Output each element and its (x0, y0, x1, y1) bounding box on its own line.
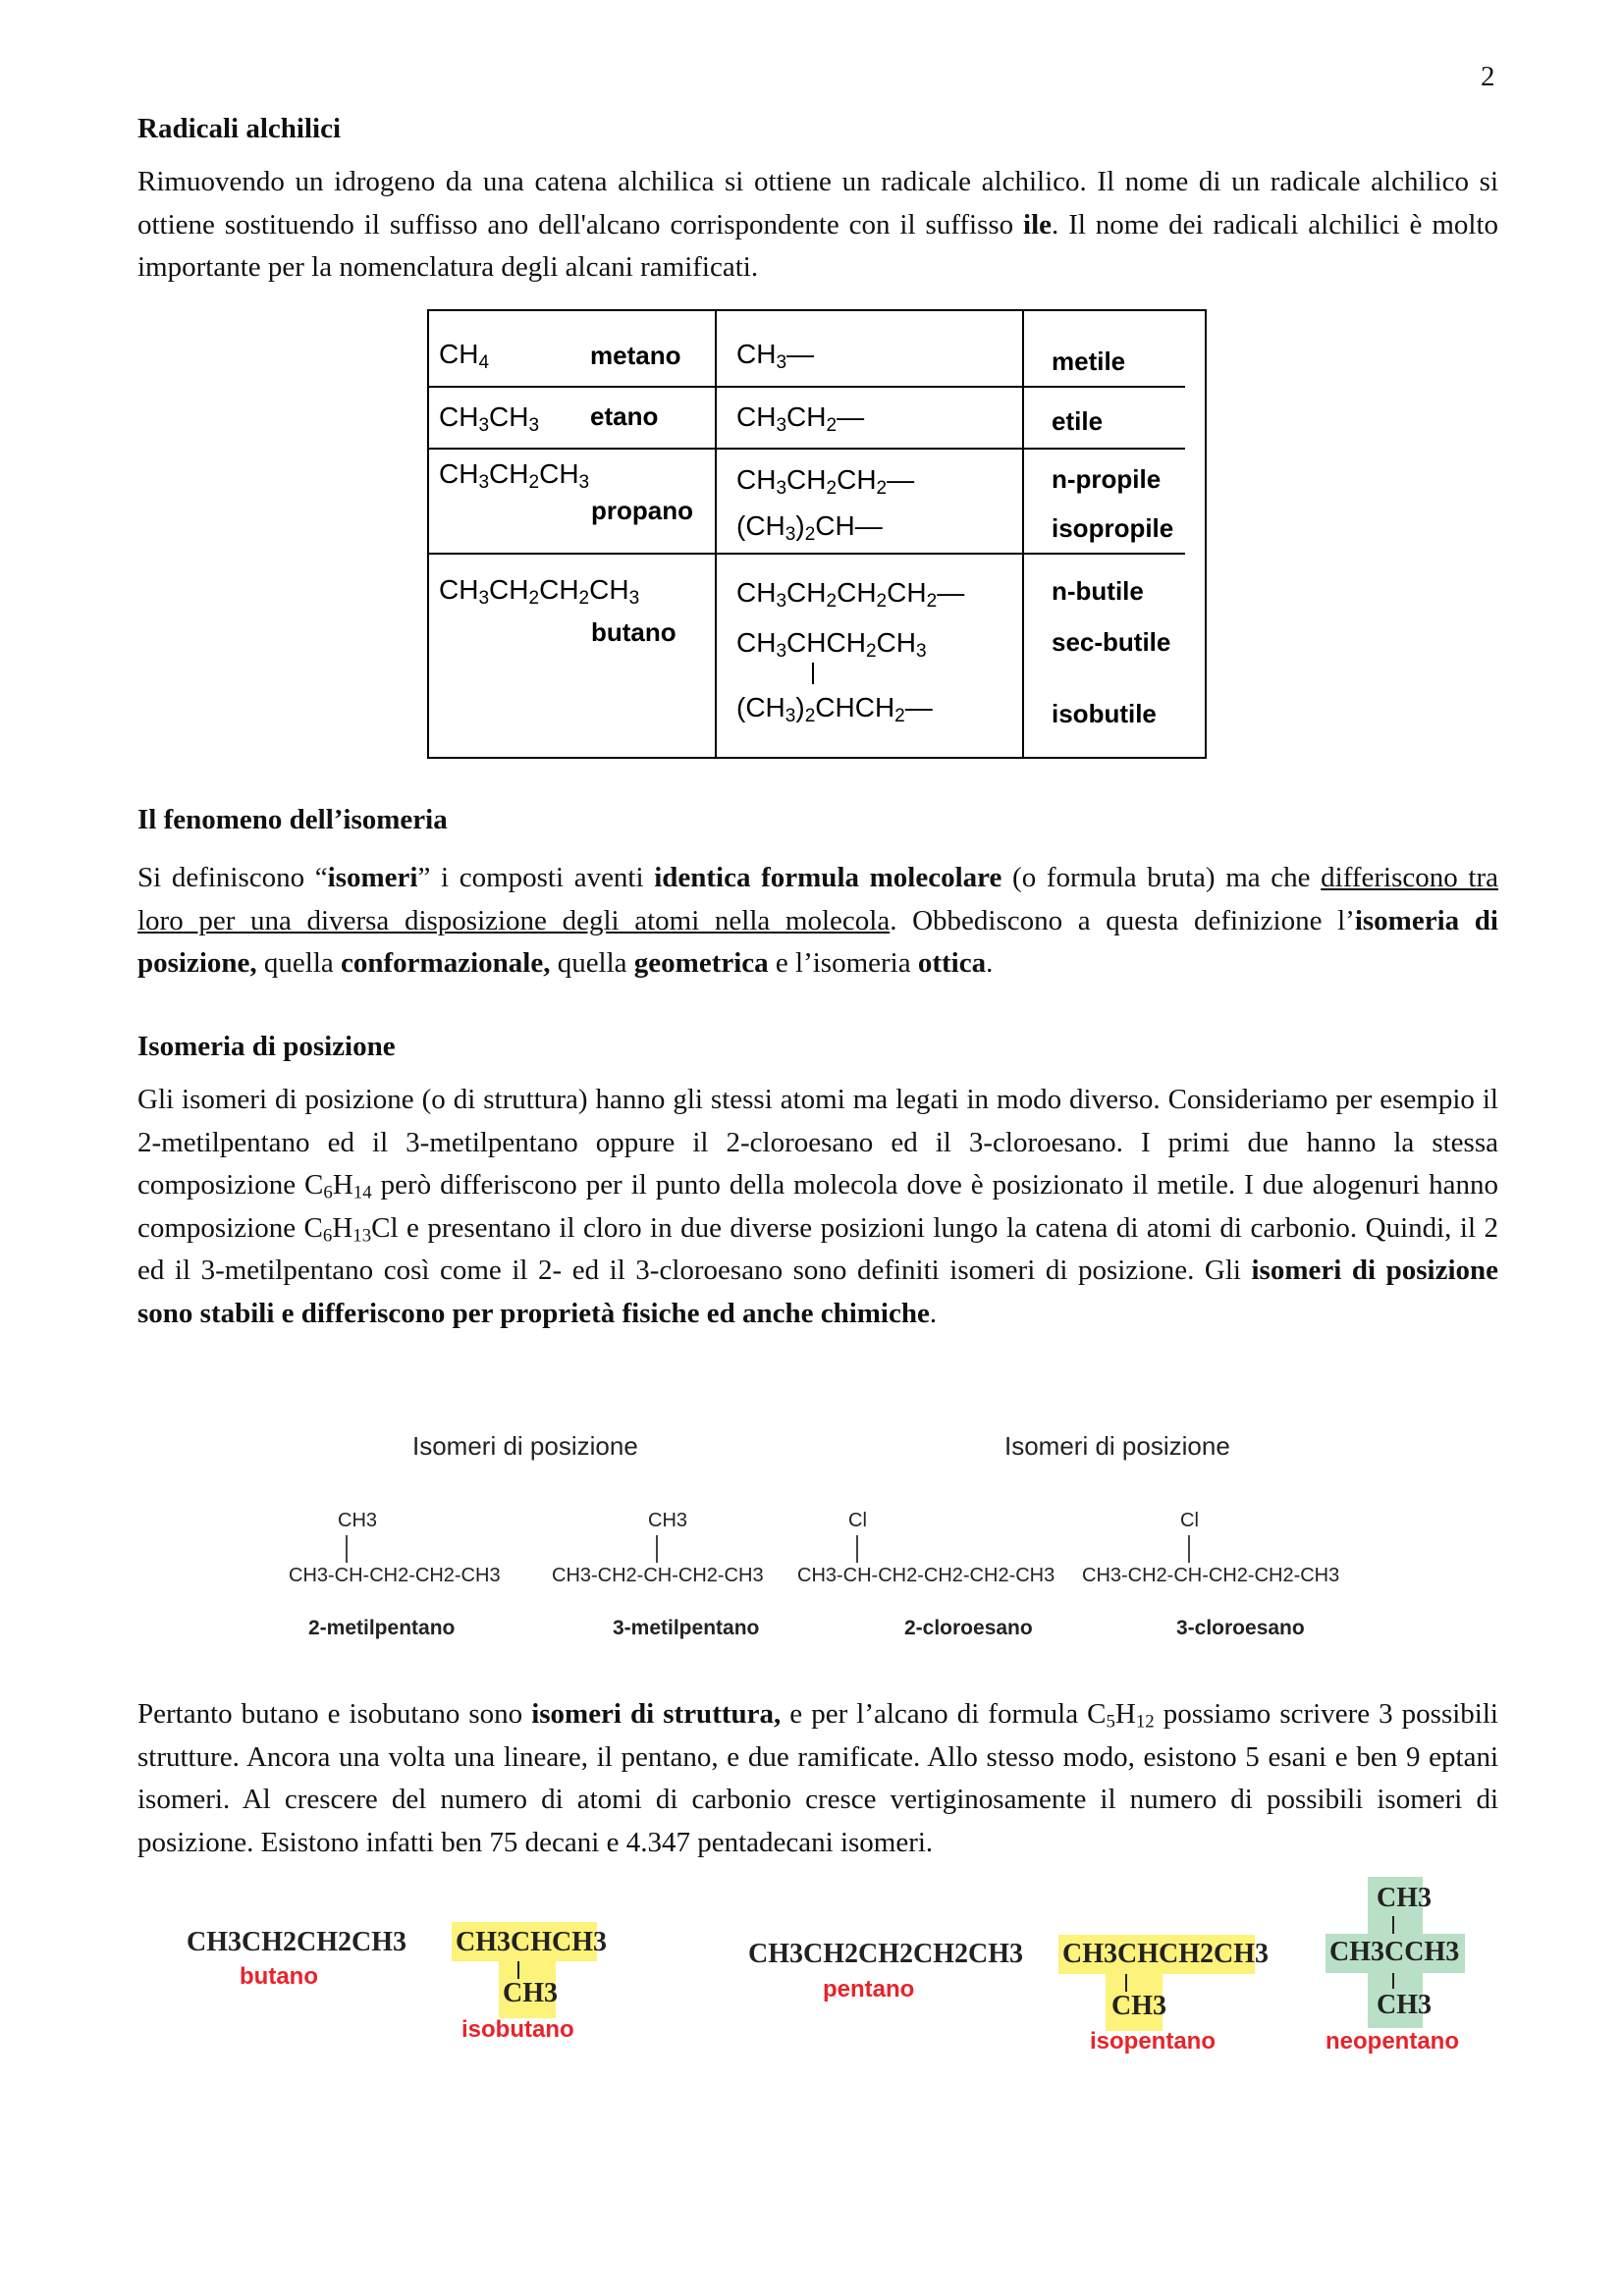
bold-span: isomeri di struttura, (531, 1698, 782, 1730)
bond-line (856, 1535, 858, 1563)
subscript: 14 (352, 1182, 372, 1203)
alkane-formula-butano: $CH_3CH_2CH_2CH_3$ (439, 574, 640, 609)
paragraph-isomeria (137, 857, 1498, 986)
alkane-name: butano (591, 617, 676, 647)
radical-formula: $CH_3CH_2CH_2CH_2—$ (736, 577, 965, 612)
text-span: e per l’alcano di formula C (781, 1698, 1107, 1730)
text-span: Gli isomeri di posizione (o di struttura) hanno gli stessi atomi ma legati in modo diverso. Consideriamo per esempio il 2-metilpentano ed il 3-metilpentano oppure il 2-cloroesano ed il 3-cloroesano. I primi due hanno la stessa composizione C (137, 1084, 1498, 1201)
text-span: Rimuovendo un idrogeno da una catena alchilica si ottiene un radicale alchilico. Il nome di un radicale alchilico si ottiene sostituendo il suffisso ano dell'alcano corrispondente con il suffisso (137, 166, 1498, 240)
formula-neopentano: CH3CCH3 (1329, 1937, 1460, 1967)
bond-line (656, 1535, 658, 1563)
radical-formula: $(CH_3)_2CHCH_2—$ (736, 692, 933, 726)
formula-pentano: CH3CH2CH2CH2CH3 (748, 1939, 1023, 1969)
name-butano: butano (240, 1963, 318, 1990)
text-span: possiamo scrivere 3 possibili strutture. Ancora una volta una lineare, il pentano, e due ramificate. Allo stesso modo, esistono 5 esani e ben 9 eptani isomeri. Al crescere del numero di atomi di carbonio cresce vertiginosamente il numero di possibili isomeri di posizione. Esistono infatti ben 75 decani e 4.347 pentadecani isomeri. (137, 1698, 1498, 1858)
bold-span: conformazionale, (341, 947, 551, 979)
subscript: 6 (323, 1182, 333, 1203)
branch-isopentano: CH3 (1111, 1991, 1166, 2021)
substituent: CH3 (648, 1510, 688, 1531)
radical-name: etile (1052, 406, 1104, 436)
radical-name: n-butile (1052, 576, 1144, 606)
branch-neopentano: CH3 (1377, 1990, 1432, 2020)
radical-formula: $CH_3CHCH_2CH_3$ (736, 627, 927, 662)
bond-line (1125, 1974, 1127, 1992)
text-span: . Il nome dei radicali alchilici è molto importante per la nomenclatura degli alcani ramificati. (137, 208, 1498, 283)
text-span: quella (550, 947, 634, 979)
radical-name: n-propile (1052, 464, 1162, 494)
name-pentano: pentano (823, 1976, 915, 2002)
bond-line (1392, 1973, 1394, 1989)
chain-formula: CH3-CH-CH2-CH2-CH3 (289, 1565, 501, 1586)
text-span: (o formula bruta) ma che (1001, 862, 1322, 893)
alkane-formula-etano: $CH_3CH_3$ (439, 401, 540, 436)
subscript: 12 (1135, 1711, 1155, 1733)
alkane-name: etano (590, 401, 659, 431)
isomer-name: 3-metilpentano (613, 1617, 760, 1639)
radical-name: isobutile (1052, 699, 1157, 728)
text-span: H (1114, 1698, 1136, 1730)
radical-formula: $CH_3CH_2—$ (736, 401, 865, 436)
substituent: Cl (848, 1510, 867, 1531)
subscript: 6 (322, 1225, 333, 1247)
formula-isobutano: CH3CHCH3 (456, 1927, 607, 1957)
text-span: quella (256, 947, 342, 979)
substituent: CH3 (338, 1510, 378, 1531)
branch-isobutano: CH3 (503, 1978, 558, 2008)
name-isobutano: isobutano (461, 2016, 574, 2043)
bold-span: isomeri di posizione sono stabili e differiscono per proprietà fisiche ed anche chimiche (137, 1255, 1498, 1329)
heading-isomeria-posizione: Isomeria di posizione (137, 1031, 396, 1062)
bold-span: isomeria di posizione, (137, 904, 1498, 979)
bond-line (346, 1535, 348, 1563)
radicals-table (427, 309, 1207, 759)
text-span: ” i composti aventi (417, 862, 655, 893)
text-span: . Obbediscono a questa definizione l’ (890, 904, 1355, 936)
bond-line (1188, 1535, 1190, 1563)
chain-formula: CH3-CH2-CH-CH2-CH2-CH3 (1082, 1565, 1340, 1586)
text-span: Si definiscono “ (137, 862, 328, 893)
name-neopentano: neopentano (1325, 2028, 1459, 2055)
isomer-name: 3-cloroesano (1176, 1617, 1305, 1639)
underline-span: differiscono tra loro per una diversa disposizione degli atomi nella molecola (137, 862, 1498, 936)
text-span: Cl e presentano il cloro in due diverse posizioni lungo la catena di atomi di carbonio. Quindi, il 2 ed il 3-metilpentano così come il 2- ed il 3-cloroesano sono definiti isomeri di posizione. Gli (137, 1211, 1498, 1286)
bold-span: ottica (917, 947, 987, 979)
subscript: 5 (1106, 1711, 1115, 1733)
name-isopentano: isopentano (1090, 2028, 1217, 2055)
subscript: 13 (352, 1225, 372, 1247)
text-span: Pertanto butano e isobutano sono (137, 1698, 532, 1730)
text-span: H (332, 1169, 353, 1201)
paragraph-isomeri-struttura (137, 1693, 1498, 1864)
radical-formula: $CH_3CH_2CH_2—$ (736, 464, 915, 499)
page-number: 2 (1481, 61, 1495, 92)
text-span: . (986, 947, 994, 979)
formula-isopentano: CH3CHCH2CH3 (1062, 1939, 1269, 1969)
chain-formula: CH3-CH2-CH-CH2-CH3 (552, 1565, 764, 1586)
isomer-name: 2-metilpentano (308, 1617, 456, 1639)
isomer-name: 2-cloroesano (904, 1617, 1033, 1639)
radical-formula: $(CH_3)_2CH—$ (736, 510, 883, 545)
alkane-formula-metano: $CH_4$ (439, 339, 490, 373)
branch-top-neopentano: CH3 (1377, 1883, 1432, 1913)
text-span: . (929, 1297, 938, 1329)
text-span: H (332, 1211, 353, 1244)
radical-formula: $CH_3—$ (736, 339, 815, 373)
radical-name: sec-butile (1052, 627, 1171, 657)
isomers-group-title: Isomeri di posizione (1004, 1431, 1230, 1461)
isomers-group-title: Isomeri di posizione (412, 1431, 638, 1461)
heading-radicali-alchilici: Radicali alchilici (137, 113, 342, 144)
radical-name: isopropile (1052, 513, 1174, 543)
paragraph-isomeria-posizione (137, 1079, 1498, 1335)
bond-line (517, 1961, 519, 1979)
bond-line (1392, 1916, 1394, 1934)
chain-formula: CH3-CH-CH2-CH2-CH2-CH3 (797, 1565, 1055, 1586)
bond-line (812, 663, 814, 684)
bold-span: identica formula molecolare (654, 862, 1002, 893)
paragraph-radicali (137, 161, 1498, 290)
heading-fenomeno-isomeria: Il fenomeno dell’isomeria (137, 804, 448, 835)
alkane-formula-propano: $CH_3CH_2CH_3$ (439, 458, 590, 493)
text-span: però differiscono per il punto della molecola dove è posizionato il metile. I due alogenuri hanno composizione C (137, 1169, 1498, 1244)
bold-span: isomeri (327, 862, 418, 893)
alkane-name: metano (590, 341, 681, 370)
bold-span: geometrica (633, 947, 769, 979)
formula-butano: CH3CH2CH2CH3 (187, 1927, 406, 1957)
radical-name: metile (1052, 347, 1126, 376)
alkane-name: propano (591, 496, 693, 525)
text-span: e l’isomeria (768, 947, 918, 979)
substituent: Cl (1180, 1510, 1199, 1531)
bold-span: ile (1023, 208, 1053, 240)
